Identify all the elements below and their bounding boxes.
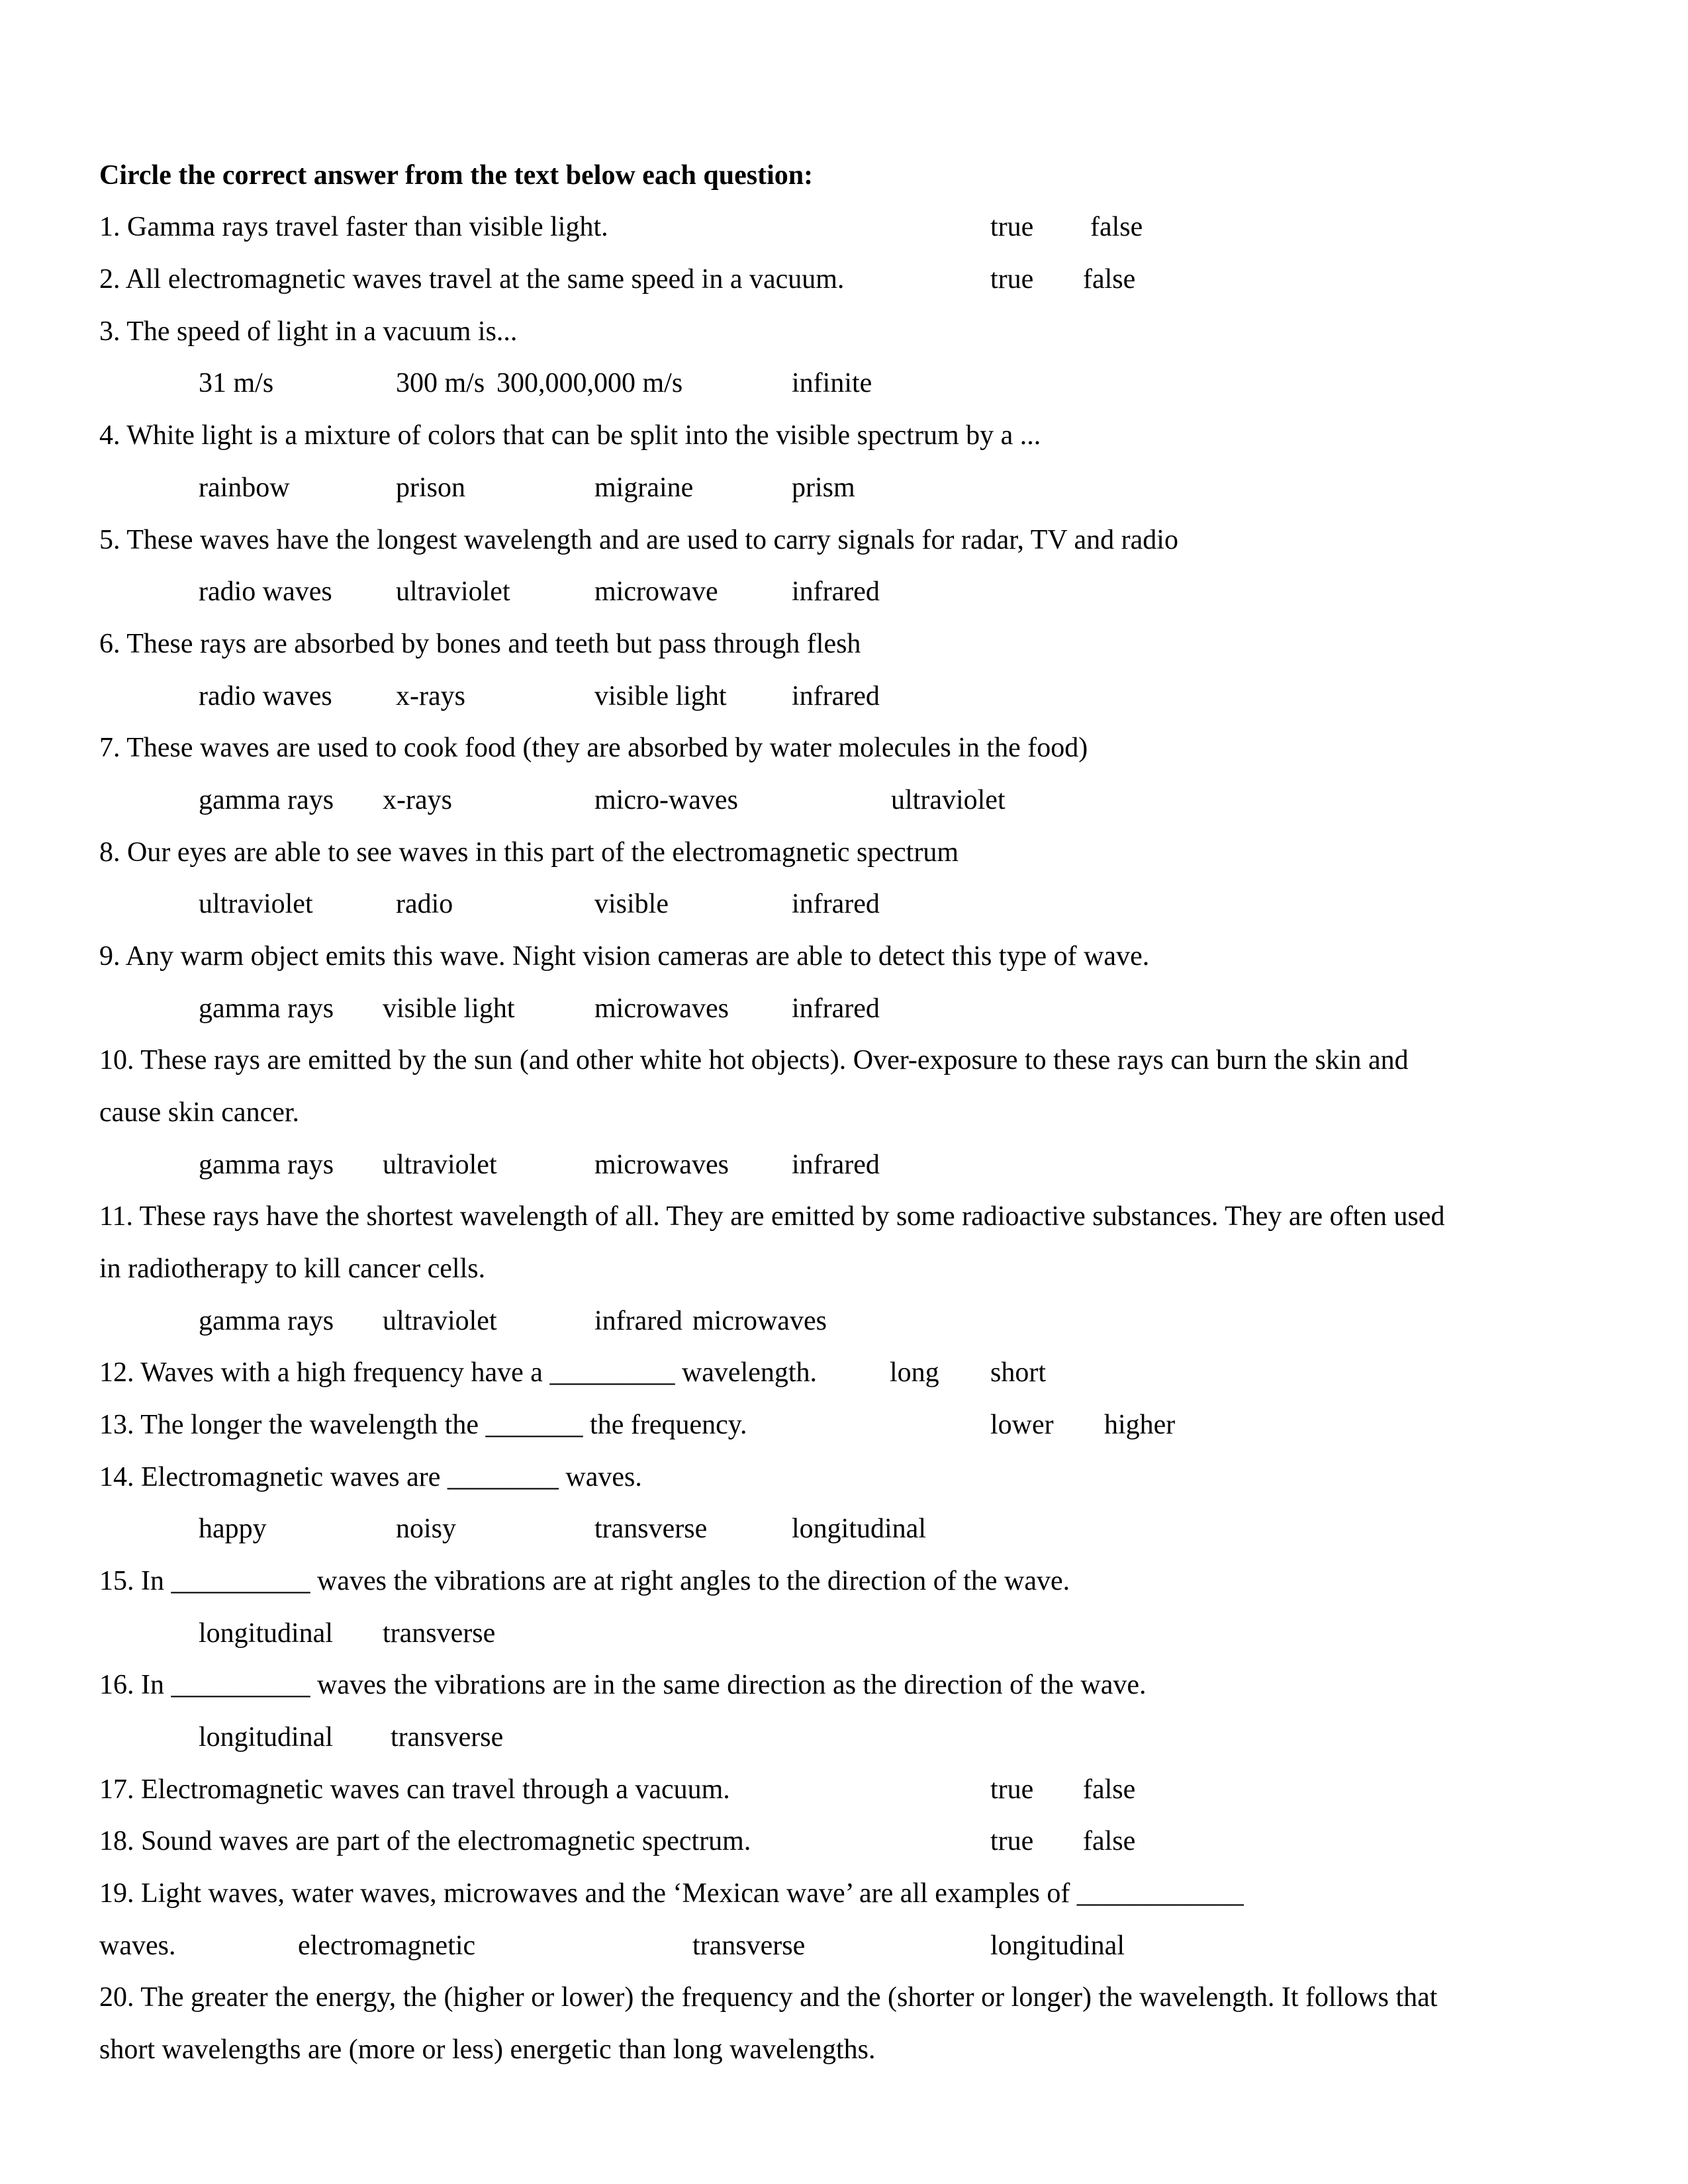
question-2-text: 2. All electromagnetic waves travel at the same speed in a vacuum.: [99, 264, 845, 295]
question-12-option-long[interactable]: long: [890, 1357, 939, 1388]
question-4-option-3[interactable]: migraine: [594, 473, 694, 503]
question-17-option-true[interactable]: true: [990, 1774, 1034, 1805]
question-6-text: 6. These rays are absorbed by bones and teeth but pass through flesh: [99, 629, 861, 659]
question-18-text: 18. Sound waves are part of the electromagnetic spectrum.: [99, 1826, 751, 1856]
question-20-text-line1: 20. The greater the energy, the (higher or lower) the frequency and the (shorter or longer) the wavelength. It follows that: [99, 1982, 1438, 2013]
question-4-text: 4. White light is a mixture of colors that can be split into the visible spectrum by a ...: [99, 420, 1041, 451]
question-15-text: 15. In __________ waves the vibrations are at right angles to the direction of the wave.: [99, 1566, 1070, 1596]
question-9-option-2[interactable]: visible light: [383, 993, 515, 1024]
question-6-option-3[interactable]: visible light: [594, 681, 727, 711]
question-19-continuation: waves.: [99, 1931, 176, 1961]
question-9-option-1[interactable]: gamma rays: [199, 993, 334, 1024]
question-9-option-3[interactable]: microwaves: [594, 993, 729, 1024]
question-13-option-lower[interactable]: lower: [990, 1410, 1054, 1440]
question-8-option-4[interactable]: infrared: [792, 889, 880, 919]
question-10-text-line1: 10. These rays are emitted by the sun (and other white hot objects). Over-exposure to these rays can burn the skin and: [99, 1045, 1409, 1075]
question-8-option-2[interactable]: radio: [396, 889, 453, 919]
question-10-option-1[interactable]: gamma rays: [199, 1150, 334, 1180]
question-11-option-1[interactable]: gamma rays: [199, 1306, 334, 1336]
question-8-option-3[interactable]: visible: [594, 889, 669, 919]
question-6-option-2[interactable]: x-rays: [396, 681, 465, 711]
question-9-option-4[interactable]: infrared: [792, 993, 880, 1024]
question-6-option-4[interactable]: infrared: [792, 681, 880, 711]
question-1-option-true[interactable]: true: [990, 212, 1034, 242]
question-14-option-4[interactable]: longitudinal: [792, 1514, 926, 1544]
question-16-option-1[interactable]: longitudinal: [199, 1722, 333, 1752]
question-7-option-3[interactable]: micro-waves: [594, 785, 738, 815]
question-20-text-line2: short wavelengths are (more or less) energetic than long wavelengths.: [99, 2034, 876, 2065]
question-5-option-3[interactable]: microwave: [594, 576, 718, 607]
question-14-option-1[interactable]: happy: [199, 1514, 267, 1544]
question-13-option-higher[interactable]: higher: [1104, 1410, 1176, 1440]
question-18-option-false[interactable]: false: [1083, 1826, 1136, 1856]
question-2-option-false[interactable]: false: [1083, 264, 1136, 295]
question-10-option-3[interactable]: microwaves: [594, 1150, 729, 1180]
question-8-option-1[interactable]: ultraviolet: [199, 889, 313, 919]
question-11-option-3[interactable]: infrared: [594, 1306, 682, 1336]
question-7-option-4[interactable]: ultraviolet: [891, 785, 1006, 815]
question-5-text: 5. These waves have the longest wavelength and are used to carry signals for radar, TV and radio: [99, 525, 1178, 555]
question-15-option-2[interactable]: transverse: [383, 1618, 496, 1649]
question-10-option-2[interactable]: ultraviolet: [383, 1150, 497, 1180]
instruction-heading: Circle the correct answer from the text below each question:: [99, 160, 814, 191]
question-6-option-1[interactable]: radio waves: [199, 681, 332, 711]
question-11-option-4[interactable]: microwaves: [692, 1306, 827, 1336]
question-18-option-true[interactable]: true: [990, 1826, 1034, 1856]
question-19-option-2[interactable]: transverse: [692, 1931, 806, 1961]
question-7-text: 7. These waves are used to cook food (they are absorbed by water molecules in the food): [99, 733, 1088, 763]
question-8-text: 8. Our eyes are able to see waves in this part of the electromagnetic spectrum: [99, 837, 959, 868]
question-16-option-2[interactable]: transverse: [391, 1722, 504, 1752]
question-19-option-3[interactable]: longitudinal: [990, 1931, 1125, 1961]
question-10-text-line2: cause skin cancer.: [99, 1097, 300, 1128]
question-11-text-line2: in radiotherapy to kill cancer cells.: [99, 1253, 486, 1284]
question-5-option-4[interactable]: infrared: [792, 576, 880, 607]
question-14-option-2[interactable]: noisy: [396, 1514, 457, 1544]
question-11-option-2[interactable]: ultraviolet: [383, 1306, 497, 1336]
question-7-option-1[interactable]: gamma rays: [199, 785, 334, 815]
question-9-text: 9. Any warm object emits this wave. Night vision cameras are able to detect this type of wave.: [99, 941, 1150, 972]
question-10-option-4[interactable]: infrared: [792, 1150, 880, 1180]
question-3-option-2[interactable]: 300 m/s: [396, 368, 485, 398]
question-5-option-1[interactable]: radio waves: [199, 576, 332, 607]
question-14-option-3[interactable]: transverse: [594, 1514, 708, 1544]
question-3-option-4[interactable]: infinite: [792, 368, 872, 398]
question-4-option-4[interactable]: prism: [792, 473, 855, 503]
question-1-option-false[interactable]: false: [1090, 212, 1143, 242]
question-13-text: 13. The longer the wavelength the _______ the frequency.: [99, 1410, 747, 1440]
question-16-text: 16. In __________ waves the vibrations are in the same direction as the direction of the wave.: [99, 1670, 1147, 1700]
question-19-option-1[interactable]: electromagnetic: [298, 1931, 476, 1961]
question-7-option-2[interactable]: x-rays: [383, 785, 452, 815]
question-3-option-3[interactable]: 300,000,000 m/s: [496, 368, 683, 398]
question-2-option-true[interactable]: true: [990, 264, 1034, 295]
question-4-option-2[interactable]: prison: [396, 473, 465, 503]
question-1-text: 1. Gamma rays travel faster than visible light.: [99, 212, 608, 242]
question-3-text: 3. The speed of light in a vacuum is...: [99, 316, 518, 347]
question-11-text-line1: 11. These rays have the shortest wavelength of all. They are emitted by some radioactive substances. They are often used: [99, 1201, 1445, 1232]
question-14-text: 14. Electromagnetic waves are ________ waves.: [99, 1462, 642, 1492]
question-15-option-1[interactable]: longitudinal: [199, 1618, 333, 1649]
question-4-option-1[interactable]: rainbow: [199, 473, 290, 503]
question-3-option-1[interactable]: 31 m/s: [199, 368, 274, 398]
question-19-text: 19. Light waves, water waves, microwaves and the ‘Mexican wave’ are all examples of ____________: [99, 1878, 1244, 1909]
question-12-text: 12. Waves with a high frequency have a _________ wavelength.: [99, 1357, 818, 1388]
question-5-option-2[interactable]: ultraviolet: [396, 576, 510, 607]
question-17-option-false[interactable]: false: [1083, 1774, 1136, 1805]
question-12-option-short[interactable]: short: [990, 1357, 1046, 1388]
question-17-text: 17. Electromagnetic waves can travel through a vacuum.: [99, 1774, 730, 1805]
